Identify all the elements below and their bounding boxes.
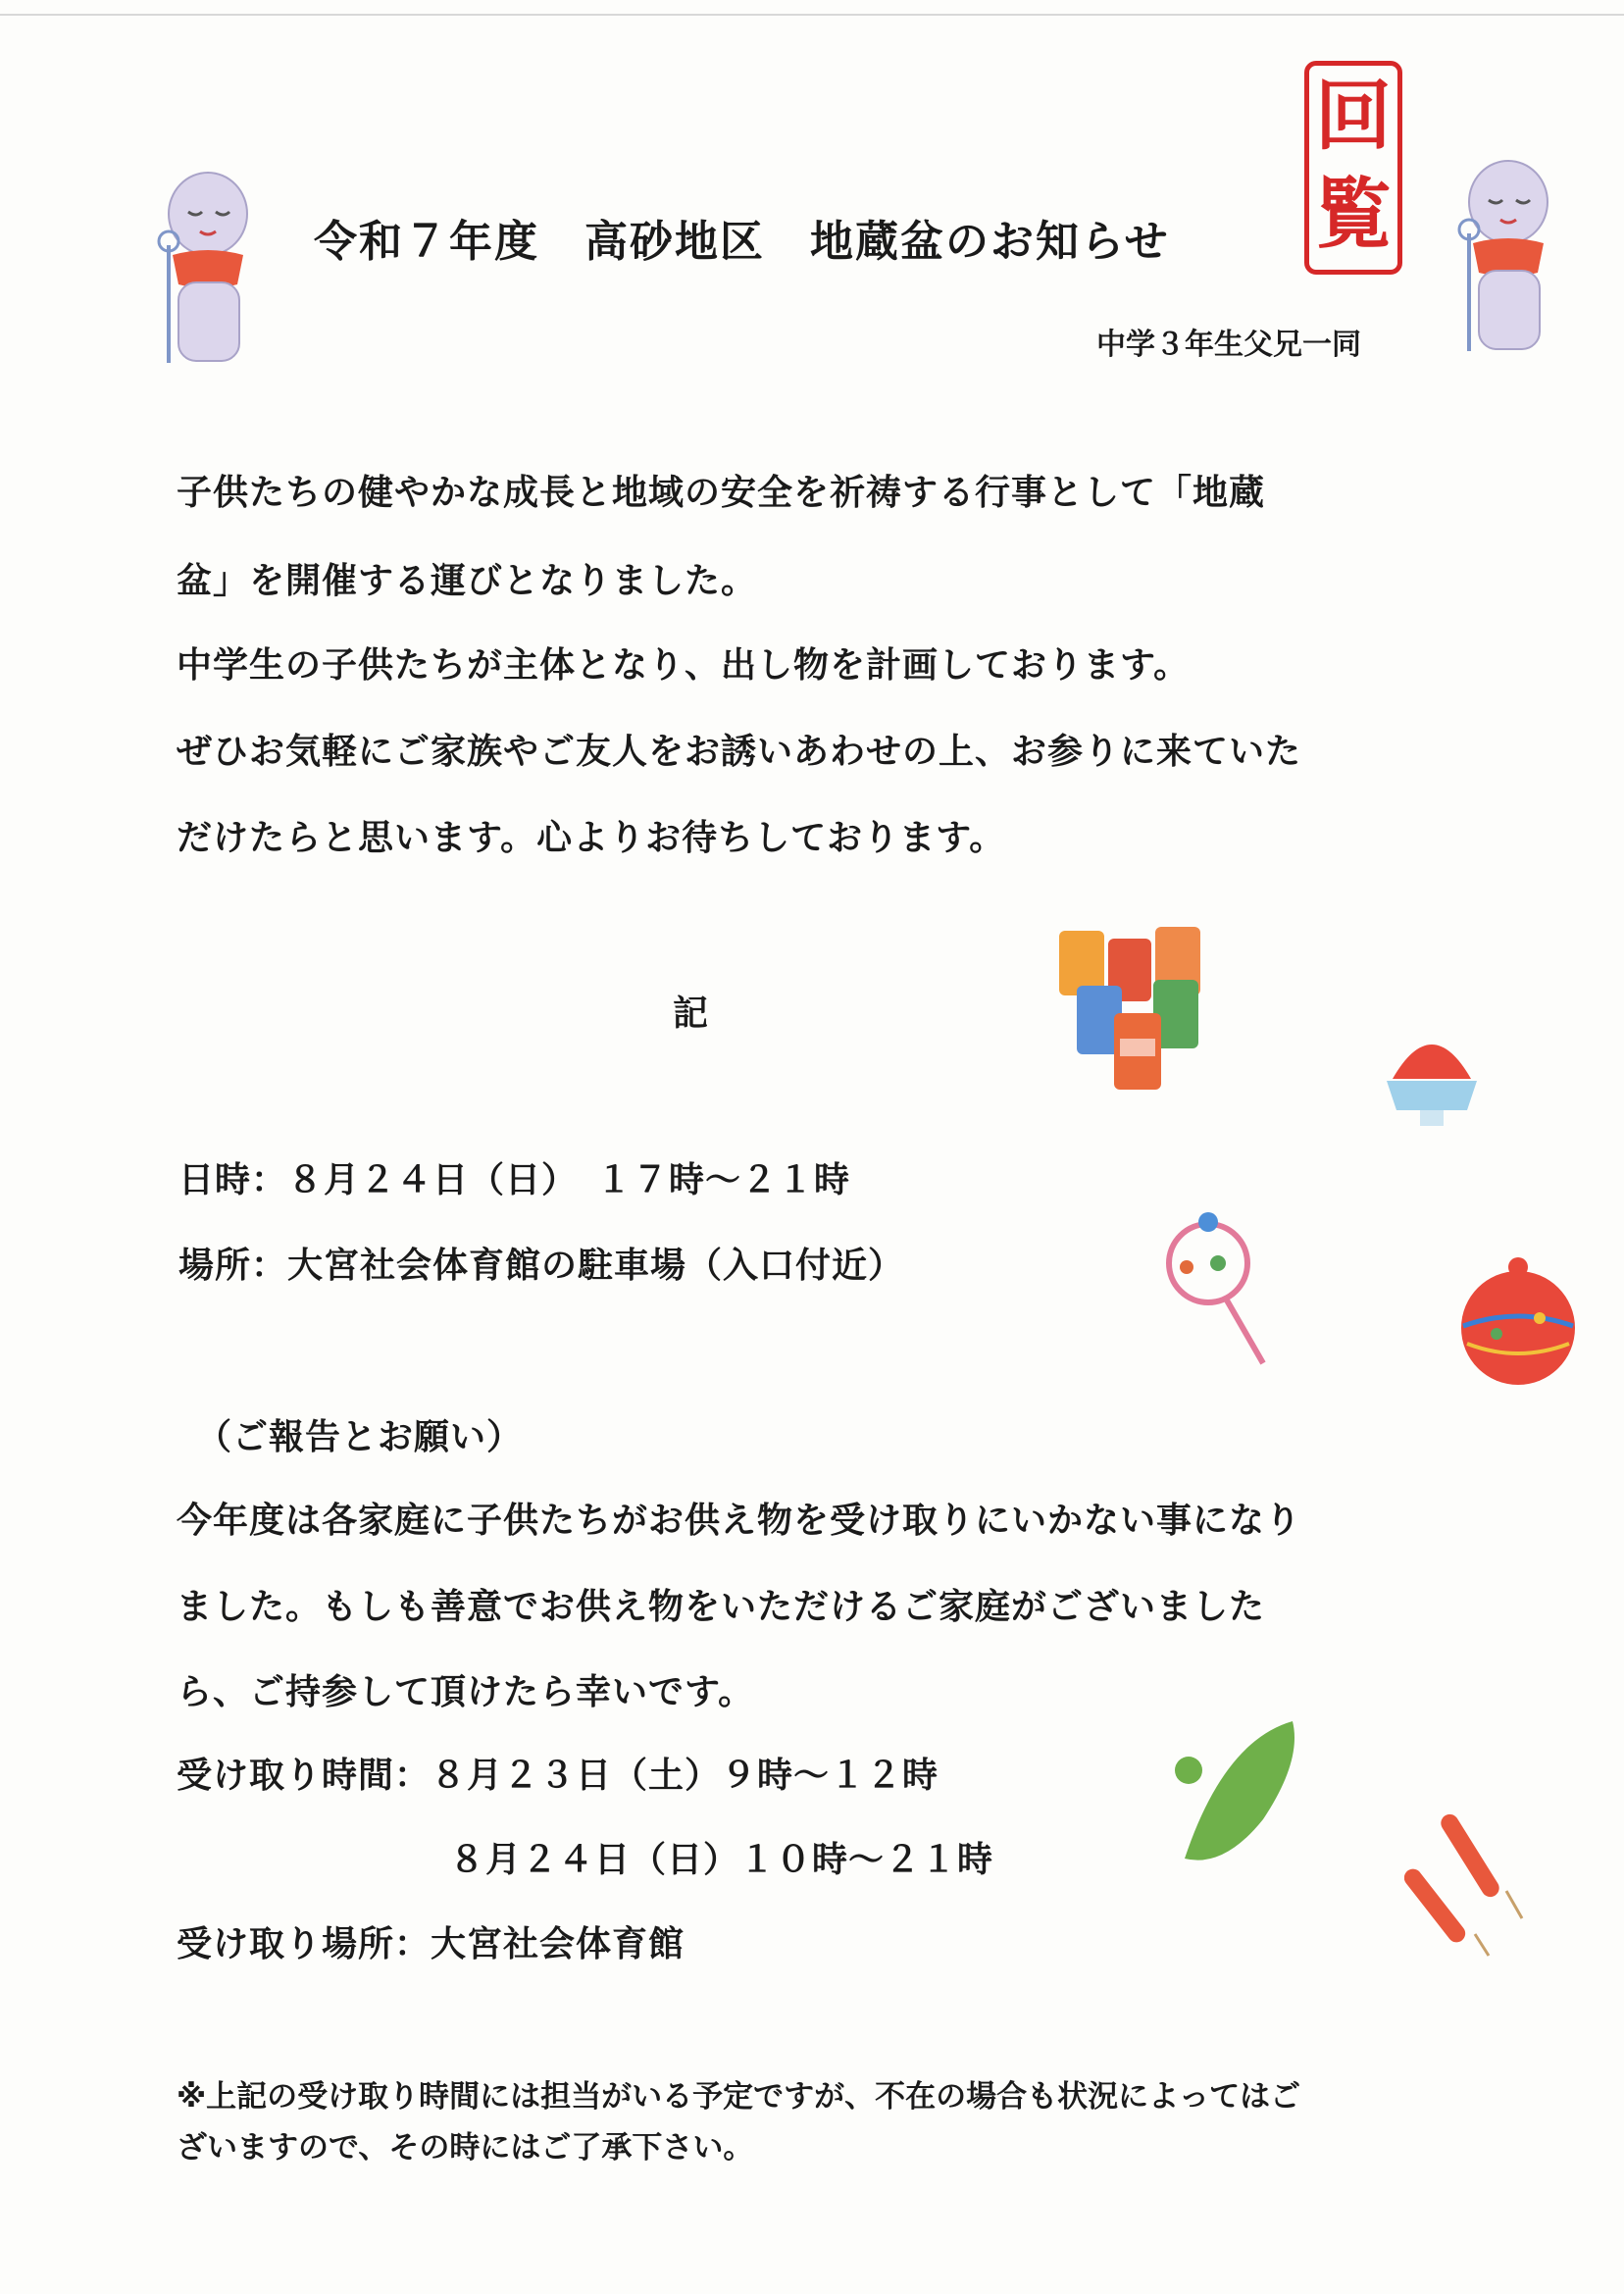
receive-time-line-2: ８月２４日（日）１０時～２１時 [449, 1840, 994, 1880]
note-line-2: ざいますので、その時にはご了承下さい。 [177, 2130, 754, 2166]
stamp-char-2: 覧 [1314, 170, 1392, 259]
shaved-ice-illustration [1373, 1020, 1491, 1167]
edamame-illustration [1165, 1711, 1312, 1878]
report-line-2: ました。もしも善意でお供え物をいただけるご家庭がございました [177, 1587, 1266, 1627]
jizo-left-illustration [145, 157, 263, 373]
report-line-3: ら、ご持参して頂けたら幸いです。 [177, 1672, 755, 1712]
intro-line-4: ぜひお気軽にご家族やご友人をお誘いあわせの上、お参りに来ていた [177, 732, 1302, 772]
datetime-line: 日時：８月２４日（日） １７時～２１時 [178, 1160, 851, 1200]
note-line-1: ※上記の受け取り時間には担当がいる予定ですが、不在の場合も状況によってはご [177, 2079, 1301, 2115]
author-line: 中学３年生父兄一同 [1096, 328, 1361, 362]
sausage-sticks-illustration [1404, 1803, 1551, 1960]
intro-line-2: 盆」を開催する運びとなりました。 [177, 561, 758, 601]
intro-line-5: だけたらと思います。心よりお待ちしております。 [177, 818, 1006, 858]
ki-heading: 記 [673, 994, 709, 1034]
intro-line-3: 中学生の子供たちが主体となり、出し物を計画しております。 [177, 645, 1191, 686]
temari-ball-illustration [1449, 1248, 1587, 1395]
receive-time-line-1: 受け取り時間：８月２３日（土）９時～１２時 [177, 1756, 939, 1796]
page-title: 令和７年度 高砂地区 地蔵盆のお知らせ [314, 217, 1170, 267]
circulation-stamp [1304, 61, 1402, 275]
receive-place-line: 受け取り場所：大宮社会体育館 [177, 1924, 685, 1964]
place-line: 場所：大宮社会体育館の駐車場（入口付近） [178, 1246, 905, 1286]
report-heading: （ご報告とお願い） [196, 1417, 524, 1457]
stamp-char-1: 回 [1314, 72, 1392, 161]
intro-line-1: 子供たちの健やかな成長と地域の安全を祈祷する行事として「地蔵 [177, 473, 1266, 513]
page-top-border [0, 14, 1624, 16]
jizo-right-illustration [1446, 145, 1563, 361]
report-line-1: 今年度は各家庭に子供たちがお供え物を受け取りにいかない事になり [177, 1501, 1302, 1541]
juice-cans-illustration [1049, 917, 1236, 1098]
ring-toy-illustration [1157, 1206, 1275, 1383]
